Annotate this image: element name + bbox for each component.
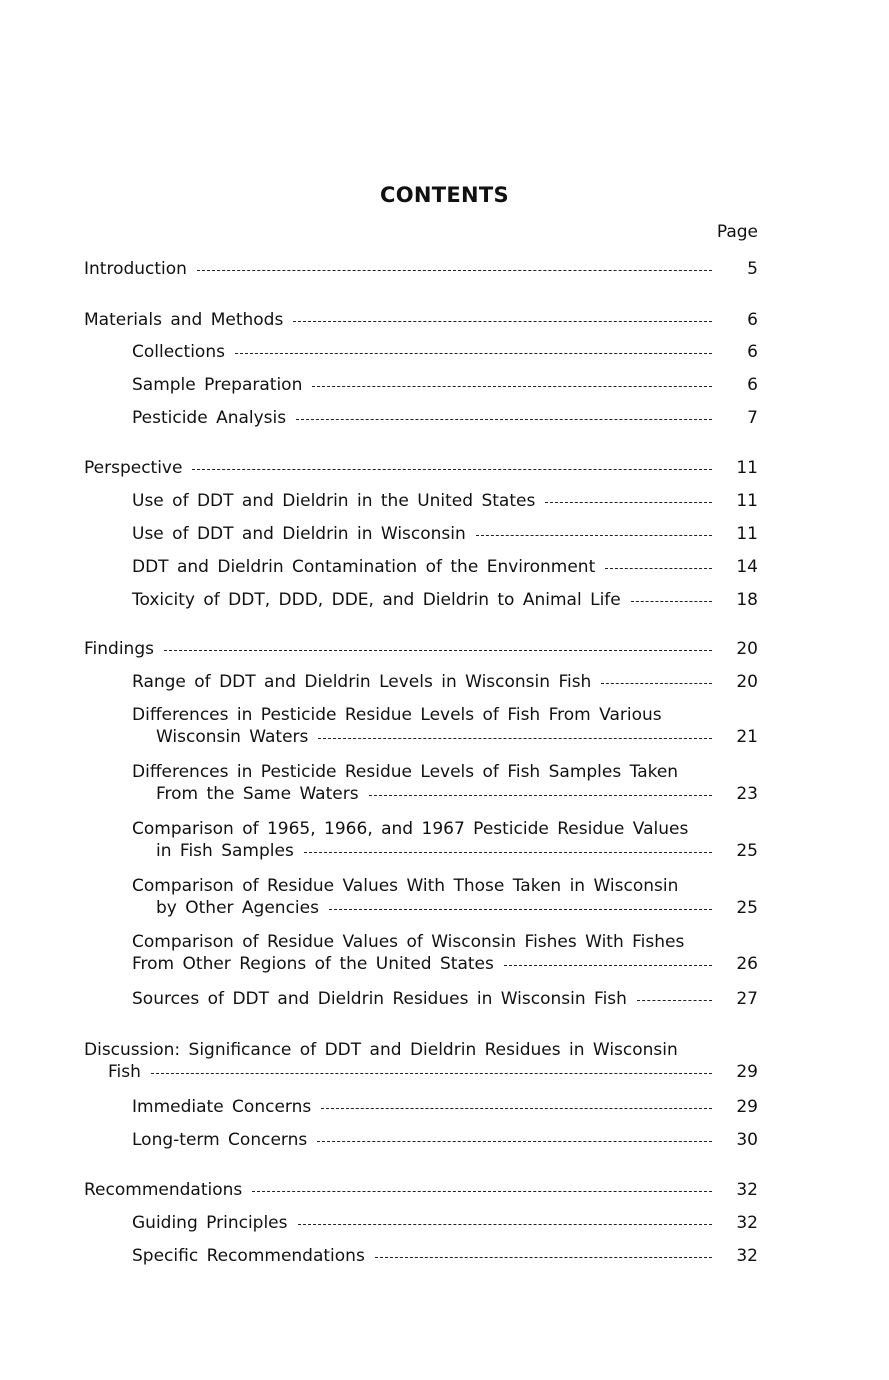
toc-entry-label-line1: Differences in Pesticide Residue Levels of Fish From Various: [132, 705, 662, 725]
toc-entry-label-line2: in Fish Samples: [156, 841, 294, 861]
toc-entry-label-line2: From the Same Waters: [156, 784, 359, 804]
toc-entry-specific-recommendations[interactable]: [132, 1245, 758, 1267]
toc-entry-page: 29: [736, 1062, 758, 1082]
toc-entry-page: 7: [747, 408, 758, 428]
toc-entry-materials-and-methods[interactable]: [84, 309, 758, 331]
dot-leader: [235, 353, 712, 354]
toc-entry-sample-preparation[interactable]: [132, 374, 758, 396]
toc-entry-comparison-regions[interactable]: [132, 931, 758, 975]
toc-entry-use-ddt-wisconsin[interactable]: [132, 523, 758, 545]
dot-leader: [164, 650, 712, 651]
toc-entry-sources[interactable]: [132, 988, 758, 1010]
toc-entry-comparison-agencies[interactable]: [132, 875, 758, 919]
toc-entry-label-line1: Comparison of 1965, 1966, and 1967 Pesticide Residue Values: [132, 819, 689, 839]
toc-entry-label: DDT and Dieldrin Contamination of the Environment: [132, 557, 596, 577]
toc-entry-label-line1: Discussion: Significance of DDT and Dieldrin Residues in Wisconsin: [84, 1040, 678, 1060]
dot-leader: [605, 568, 712, 569]
toc-entry-toxicity[interactable]: [132, 589, 758, 611]
dot-leader: [197, 270, 712, 271]
toc-entry-page: 25: [736, 898, 758, 918]
toc-entry-label: Introduction: [84, 259, 187, 279]
toc-entry-label-line2: From Other Regions of the United States: [132, 954, 494, 974]
toc-entry-page: 32: [736, 1213, 758, 1233]
toc-entry-use-ddt-us[interactable]: [132, 490, 758, 512]
toc-entry-introduction[interactable]: [84, 258, 758, 280]
toc-entry-differences-various-waters[interactable]: [132, 704, 758, 748]
toc-entry-label: Long-term Concerns: [132, 1130, 308, 1150]
toc-entry-page: 6: [747, 310, 758, 330]
toc-entry-page: 14: [736, 557, 758, 577]
toc-entry-label: Range of DDT and Dieldrin Levels in Wisconsin Fish: [132, 672, 592, 692]
toc-entry-label-line1: Comparison of Residue Values With Those Taken in Wisconsin: [132, 876, 679, 896]
toc-entry-findings[interactable]: [84, 638, 758, 660]
contents-heading: CONTENTS: [380, 183, 509, 207]
dot-leader: [476, 535, 712, 536]
toc-entry-contamination[interactable]: [132, 556, 758, 578]
toc-entry-label: Perspective: [84, 458, 183, 478]
toc-entry-label: Use of DDT and Dieldrin in the United States: [132, 491, 536, 511]
toc-entry-differences-same-waters[interactable]: [132, 761, 758, 805]
toc-entry-label: Use of DDT and Dieldrin in Wisconsin: [132, 524, 466, 544]
dot-leader: [601, 683, 712, 684]
toc-entry-range-levels[interactable]: [132, 671, 758, 693]
toc-entry-label: Specific Recommendations: [132, 1246, 365, 1266]
toc-entry-label: Immediate Concerns: [132, 1097, 312, 1117]
page-column-label: Page: [716, 222, 758, 242]
dot-leader: [304, 852, 712, 853]
toc-entry-label: Guiding Principles: [132, 1213, 288, 1233]
toc-entry-immediate-concerns[interactable]: [132, 1096, 758, 1118]
toc-entry-page: 18: [736, 590, 758, 610]
toc-entry-page: 32: [736, 1246, 758, 1266]
toc-entry-page: 21: [736, 727, 758, 747]
toc-entry-page: 11: [736, 458, 758, 478]
toc-entry-label: Findings: [84, 639, 154, 659]
dot-leader: [631, 601, 712, 602]
dot-leader: [375, 1257, 712, 1258]
toc-entry-recommendations[interactable]: [84, 1179, 758, 1201]
toc-entry-label: Sources of DDT and Dieldrin Residues in Wisconsin Fish: [132, 989, 627, 1009]
toc-entry-page: 29: [736, 1097, 758, 1117]
toc-entry-page: 6: [747, 375, 758, 395]
dot-leader: [369, 795, 712, 796]
toc-entry-page: 20: [736, 639, 758, 659]
toc-entry-label: Pesticide Analysis: [132, 408, 287, 428]
dot-leader: [296, 419, 712, 420]
toc-entry-label: Toxicity of DDT, DDD, DDE, and Dieldrin to Animal Life: [132, 590, 621, 610]
toc-entry-page: 11: [736, 491, 758, 511]
toc-entry-page: 6: [747, 342, 758, 362]
toc-entry-page: 20: [736, 672, 758, 692]
toc-entry-perspective[interactable]: [84, 457, 758, 479]
toc-entry-discussion[interactable]: [84, 1039, 758, 1083]
dot-leader: [312, 386, 712, 387]
dot-leader: [321, 1108, 712, 1109]
toc-entry-page: 32: [736, 1180, 758, 1200]
dot-leader: [252, 1191, 712, 1192]
toc-entry-label: Collections: [132, 342, 225, 362]
toc-entry-label-line1: Differences in Pesticide Residue Levels of Fish Samples Taken: [132, 762, 679, 782]
toc-entry-page: 23: [736, 784, 758, 804]
toc-entry-page: 30: [736, 1130, 758, 1150]
toc-entry-page: 11: [736, 524, 758, 544]
toc-entry-label-line2: Fish: [108, 1062, 141, 1082]
toc-entry-label: Sample Preparation: [132, 375, 303, 395]
toc-entry-page: 25: [736, 841, 758, 861]
dot-leader: [298, 1224, 713, 1225]
toc-entry-long-term-concerns[interactable]: [132, 1129, 758, 1151]
toc-entry-collections[interactable]: [132, 341, 758, 363]
dot-leader: [318, 738, 712, 739]
toc-entry-pesticide-analysis[interactable]: [132, 407, 758, 429]
toc-entry-label-line2: Wisconsin Waters: [156, 727, 309, 747]
toc-entry-comparison-years[interactable]: [132, 818, 758, 862]
toc-entry-label: Recommendations: [84, 1180, 243, 1200]
dot-leader: [192, 469, 712, 470]
dot-leader: [317, 1141, 712, 1142]
dot-leader: [329, 909, 712, 910]
dot-leader: [293, 321, 712, 322]
dot-leader: [504, 965, 712, 966]
toc-entry-page: 5: [747, 259, 758, 279]
dot-leader: [151, 1073, 712, 1074]
toc-entry-label-line1: Comparison of Residue Values of Wisconsin Fishes With Fishes: [132, 932, 685, 952]
dot-leader: [637, 1000, 712, 1001]
toc-entry-page: 27: [736, 989, 758, 1009]
toc-entry-label-line2: by Other Agencies: [156, 898, 319, 918]
dot-leader: [545, 502, 712, 503]
toc-entry-label: Materials and Methods: [84, 310, 284, 330]
toc-entry-page: 26: [736, 954, 758, 974]
toc-entry-guiding-principles[interactable]: [132, 1212, 758, 1234]
